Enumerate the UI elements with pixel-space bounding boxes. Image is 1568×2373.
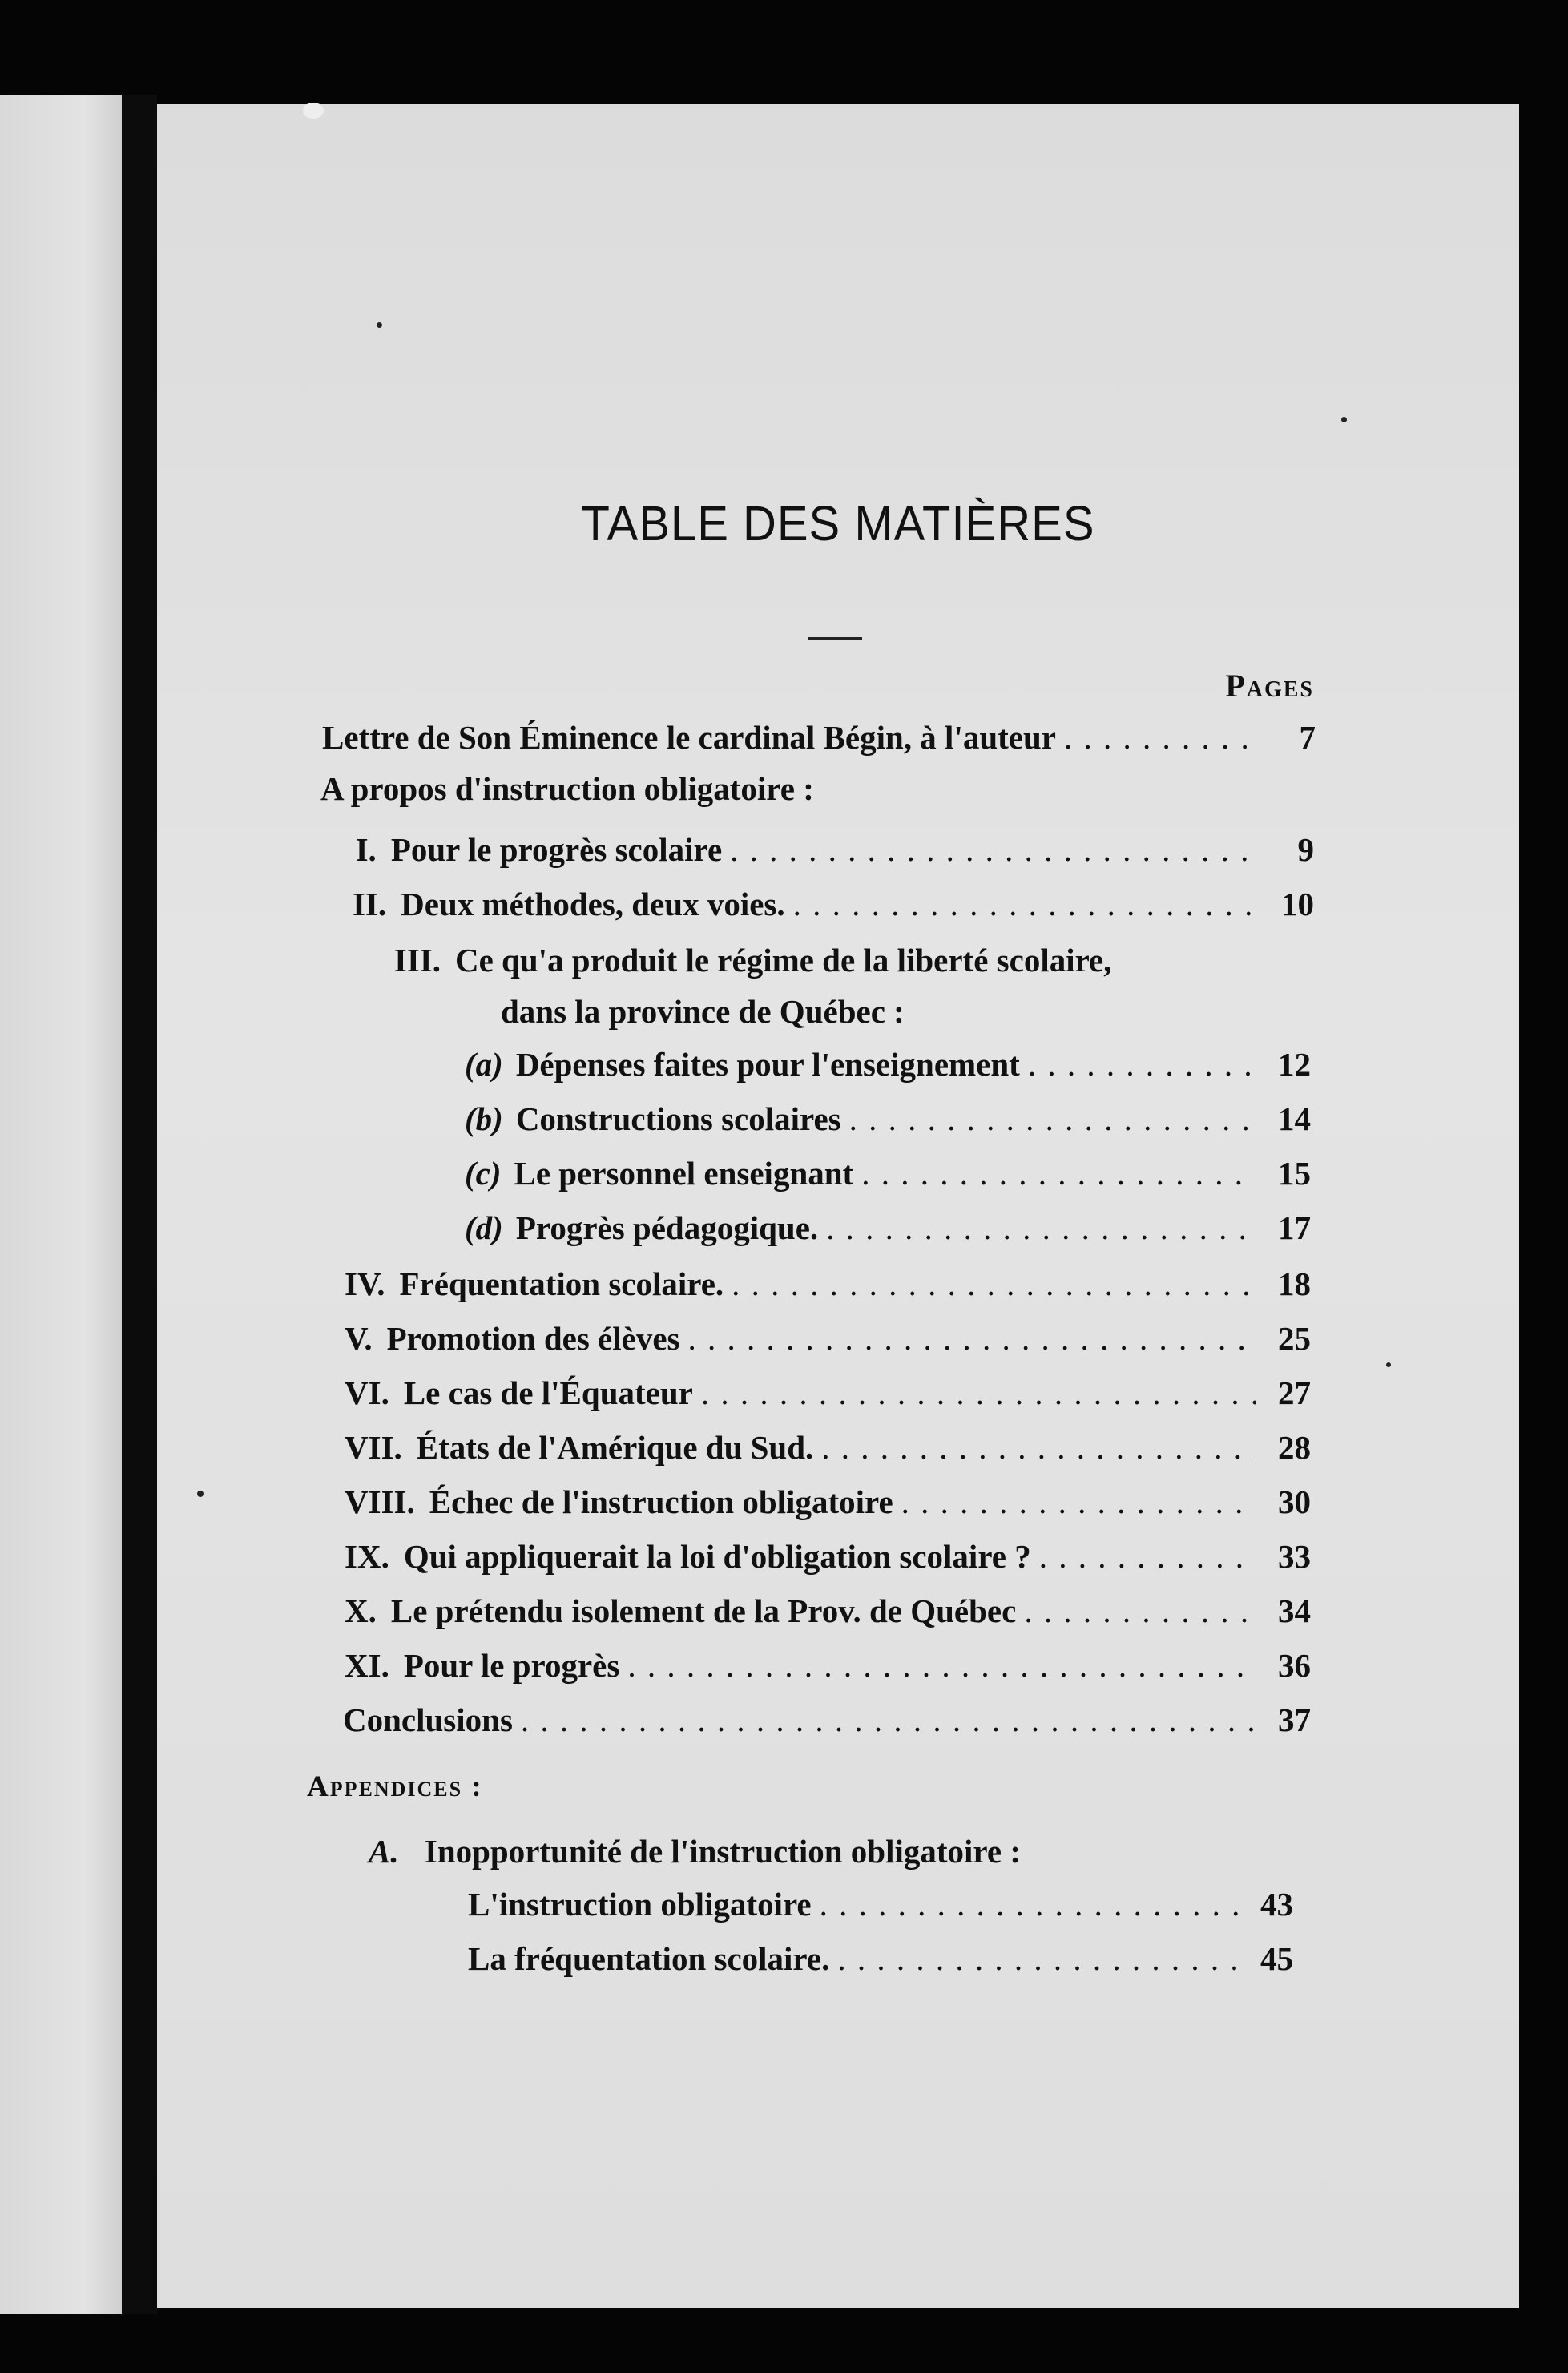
dot-leader (1024, 1595, 1256, 1628)
toc-entry-subsection (465, 1209, 1311, 1246)
page-number: 7 (1299, 719, 1316, 756)
toc-entry-chapter (345, 1265, 1311, 1302)
entry-title: Fréquentation scolaire. (399, 1265, 724, 1302)
toc-entry-chapter (345, 1540, 1311, 1573)
chapter-number: III. (393, 942, 441, 979)
page-number: 14 (1278, 1100, 1311, 1137)
entry-title: États de l'Amérique du Sud. (416, 1429, 814, 1466)
entry-title: Pour le progrès (403, 1647, 620, 1684)
entry-title-continuation: dans la province de Québec : (501, 993, 905, 1030)
appendices-heading: Appendices : (307, 1770, 483, 1803)
section-heading: A propos d'instruction obligatoire : (320, 770, 814, 807)
page-number: 45 (1260, 1940, 1293, 1977)
entry-title: Ce qu'a produit le régime de la liberté scolaire, (455, 942, 1112, 979)
dot-leader (1064, 721, 1261, 754)
subsection-label: (d) (465, 1209, 503, 1246)
dot-leader (732, 1268, 1256, 1301)
entry-title: Progrès pédagogique. (515, 1209, 819, 1246)
dust-speck (377, 322, 382, 328)
entry-title: Pour le progrès scolaire (390, 831, 723, 868)
appendix-label: A. (369, 1833, 399, 1870)
toc-entry-chapter (345, 1483, 1311, 1520)
page-title: TABLE DES MATIÈRES (581, 496, 1095, 551)
toc-entry-appendix (468, 1888, 1293, 1921)
page-number: 27 (1278, 1374, 1311, 1411)
entry-title: L'instruction obligatoire (468, 1886, 812, 1923)
appendix-title: Inopportunité de l'instruction obligatoire : (424, 1833, 1021, 1870)
scan-border (0, 2314, 1568, 2373)
entry-title: Deux méthodes, deux voies. (401, 886, 785, 922)
chapter-number: IV. (345, 1265, 385, 1302)
chapter-number: IX. (345, 1538, 389, 1575)
page-number: 34 (1278, 1592, 1311, 1629)
toc-entry-chapter (345, 1592, 1311, 1629)
entry-title: Le personnel enseignant (514, 1155, 854, 1192)
entry-title: La fréquentation scolaire. (468, 1940, 830, 1977)
dot-leader (687, 1322, 1256, 1355)
entry-title: Le cas de l'Équateur (403, 1374, 693, 1411)
page-number: 37 (1278, 1701, 1311, 1738)
page-number: 43 (1260, 1886, 1293, 1923)
toc-entry-chapter (345, 1322, 1311, 1355)
entry-title: Dépenses faites pour l'enseignement (515, 1046, 1020, 1083)
toc-entry-chapter (353, 944, 1314, 977)
entry-title: Lettre de Son Éminence le cardinal Bégin, à l'auteur (322, 719, 1056, 756)
entry-title: Conclusions (343, 1701, 513, 1738)
dust-speck (197, 1491, 204, 1497)
dot-leader (820, 1888, 1239, 1921)
page-number: 36 (1278, 1647, 1311, 1684)
chapter-number: VIII. (345, 1483, 415, 1520)
dust-speck (1341, 417, 1347, 422)
toc-entry-chapter (353, 833, 1314, 866)
appendix-heading (369, 1832, 1021, 1871)
toc-entry-conclusions (343, 1701, 1311, 1738)
chapter-number: XI. (345, 1647, 389, 1684)
dot-leader (849, 1103, 1256, 1136)
pages-column-header: Pages (1225, 668, 1314, 704)
toc-entry-subsection (465, 1157, 1311, 1190)
page-number: 33 (1278, 1538, 1311, 1575)
entry-title: Le prétendu isolement de la Prov. de Québec (390, 1592, 1017, 1629)
dot-leader (1028, 1048, 1256, 1081)
subsection-label: (a) (465, 1046, 503, 1083)
page-number: 25 (1278, 1320, 1311, 1357)
page-number: 9 (1297, 831, 1314, 868)
book-spine (122, 95, 157, 2314)
dot-leader (793, 888, 1260, 921)
dot-leader (701, 1377, 1256, 1410)
page-number: 17 (1278, 1209, 1311, 1246)
dot-leader (861, 1157, 1256, 1190)
page-number: 30 (1278, 1483, 1311, 1520)
subsection-label: (b) (465, 1100, 503, 1137)
toc-entry-letter (322, 721, 1316, 754)
entry-title: Promotion des élèves (386, 1320, 680, 1357)
dust-speck (1386, 1362, 1391, 1367)
entry-title: Qui appliquerait la loi d'obligation scolaire ? (403, 1538, 1031, 1575)
dot-leader (821, 1431, 1256, 1464)
chapter-number: I. (355, 831, 377, 868)
dot-leader (730, 833, 1260, 866)
page-number: 28 (1278, 1429, 1311, 1466)
dot-leader (1039, 1540, 1256, 1573)
toc-entry-chapter (345, 1374, 1311, 1411)
chapter-number: VII. (345, 1429, 402, 1466)
entry-title: Échec de l'instruction obligatoire (429, 1483, 893, 1520)
chapter-number: V. (345, 1320, 373, 1357)
page-number: 15 (1278, 1155, 1311, 1192)
toc-entry-subsection (465, 1100, 1311, 1137)
subsection-label: (c) (465, 1155, 502, 1192)
page-number: 12 (1278, 1046, 1311, 1083)
dot-leader (627, 1649, 1256, 1682)
dot-leader (901, 1486, 1256, 1519)
title-rule (808, 637, 862, 640)
dust-speck (303, 103, 324, 119)
chapter-number: X. (345, 1592, 377, 1629)
chapter-number: II. (353, 886, 387, 922)
paper-page (157, 104, 1519, 2308)
page-number: 18 (1278, 1265, 1311, 1302)
facing-page-edge (0, 95, 122, 2314)
chapter-number: VI. (345, 1374, 389, 1411)
entry-title: Constructions scolaires (515, 1100, 841, 1137)
toc-entry-chapter (345, 1431, 1311, 1464)
dot-leader (521, 1704, 1256, 1737)
toc-entry-chapter (345, 1649, 1311, 1682)
page-number: 10 (1281, 886, 1314, 922)
toc-entry-subsection (465, 1048, 1311, 1081)
toc-entry-chapter (353, 888, 1314, 921)
toc-entry-appendix (468, 1940, 1293, 1977)
dot-leader (837, 1943, 1239, 1975)
dot-leader (826, 1212, 1256, 1245)
